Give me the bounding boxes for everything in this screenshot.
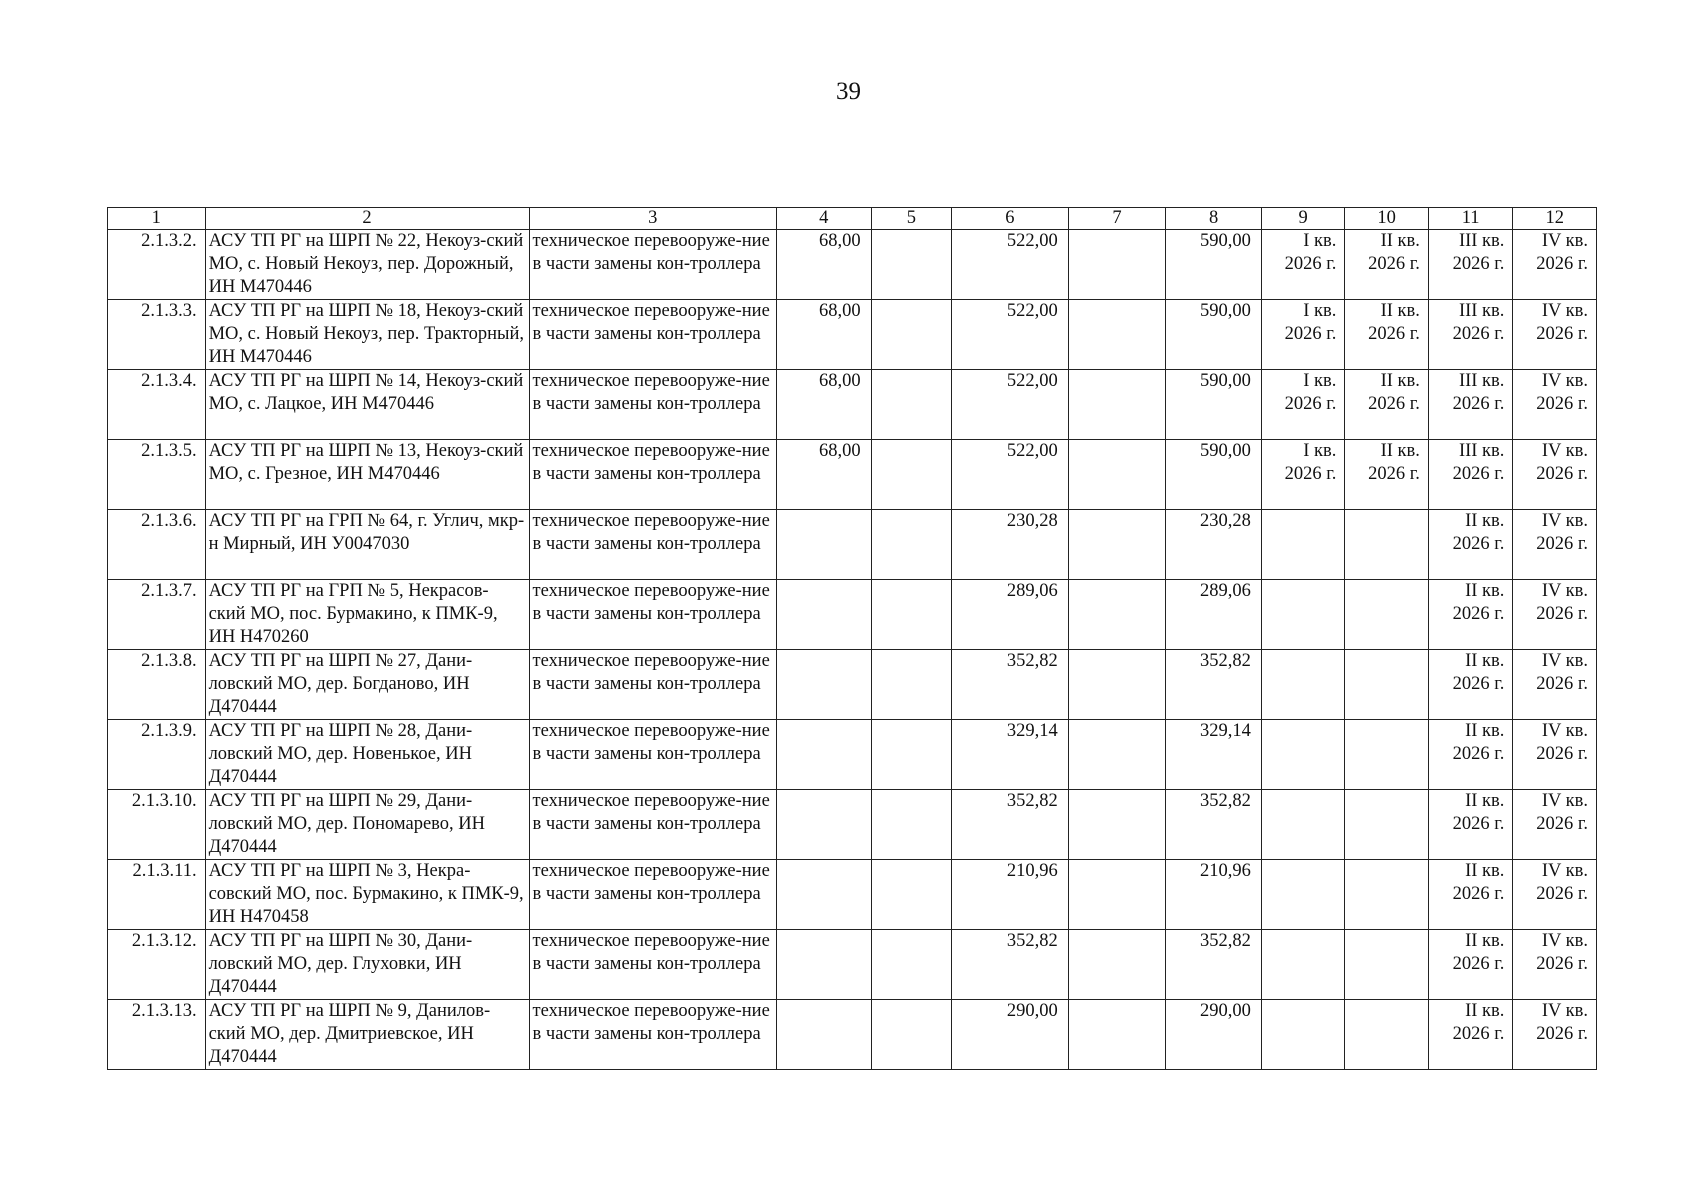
table-row [108,930,1597,1000]
work-type-cell: техническое перевооруже-ние в части замены кон-троллера [529,860,776,930]
quarter-cell [1345,580,1429,650]
quarter-cell: II кв. 2026 г. [1345,440,1429,510]
column-header: 1 [108,208,206,230]
page-number: 39 [836,78,861,105]
quarter-cell: III кв. 2026 г. [1428,300,1513,370]
table-row [108,440,1597,510]
value-cell [777,650,872,720]
table-row [108,580,1597,650]
quarter-cell: IV кв. 2026 г. [1513,860,1597,930]
object-name-cell: АСУ ТП РГ на ШРП № 28, Дани-ловский МО, дер. Новенькое, ИН Д470444 [205,720,529,790]
row-number-cell: 2.1.3.9. [108,720,206,790]
work-type-cell: техническое перевооруже-ние в части замены кон-троллера [529,510,776,580]
work-type-cell: техническое перевооруже-ние в части замены кон-троллера [529,300,776,370]
quarter-cell: III кв. 2026 г. [1428,440,1513,510]
value-cell: 68,00 [777,230,872,300]
quarter-cell: IV кв. 2026 г. [1513,790,1597,860]
value-cell: 590,00 [1166,440,1262,510]
value-cell: 352,82 [952,790,1069,860]
row-number-cell: 2.1.3.8. [108,650,206,720]
value-cell: 352,82 [952,650,1069,720]
value-cell [777,860,872,930]
object-name-cell: АСУ ТП РГ на ГРП № 64, г. Углич, мкр-н Мирный, ИН У0047030 [205,510,529,580]
value-cell [1068,930,1166,1000]
quarter-cell: II кв. 2026 г. [1428,790,1513,860]
value-cell [871,790,951,860]
row-number-cell: 2.1.3.11. [108,860,206,930]
quarter-cell: IV кв. 2026 г. [1513,720,1597,790]
value-cell [777,510,872,580]
object-name-cell: АСУ ТП РГ на ШРП № 27, Дани-ловский МО, дер. Богданово, ИН Д470444 [205,650,529,720]
quarter-cell [1345,930,1429,1000]
value-cell: 230,28 [1166,510,1262,580]
value-cell [777,580,872,650]
work-type-cell: техническое перевооруже-ние в части замены кон-троллера [529,720,776,790]
quarter-cell: II кв. 2026 г. [1428,650,1513,720]
column-header: 6 [952,208,1069,230]
row-number-cell: 2.1.3.12. [108,930,206,1000]
value-cell [777,720,872,790]
row-number-cell: 2.1.3.5. [108,440,206,510]
column-header: 9 [1261,208,1345,230]
object-name-cell: АСУ ТП РГ на ШРП № 3, Некра-совский МО, пос. Бурмакино, к ПМК-9, ИН Н470458 [205,860,529,930]
quarter-cell: IV кв. 2026 г. [1513,440,1597,510]
value-cell [1068,790,1166,860]
quarter-cell: II кв. 2026 г. [1345,370,1429,440]
value-cell: 352,82 [1166,930,1262,1000]
object-name-cell: АСУ ТП РГ на ГРП № 5, Некрасов-ский МО, пос. Бурмакино, к ПМК-9, ИН Н470260 [205,580,529,650]
value-cell: 590,00 [1166,370,1262,440]
value-cell: 289,06 [952,580,1069,650]
table-row [108,510,1597,580]
object-name-cell: АСУ ТП РГ на ШРП № 22, Некоуз-ский МО, с. Новый Некоуз, пер. Дорожный, ИН М470446 [205,230,529,300]
work-type-cell: техническое перевооруже-ние в части замены кон-троллера [529,650,776,720]
quarter-cell: III кв. 2026 г. [1428,370,1513,440]
column-header: 3 [529,208,776,230]
value-cell [871,930,951,1000]
quarter-cell [1345,790,1429,860]
quarter-cell: IV кв. 2026 г. [1513,510,1597,580]
column-header: 12 [1513,208,1597,230]
value-cell: 329,14 [952,720,1069,790]
column-header: 8 [1166,208,1262,230]
value-cell: 68,00 [777,370,872,440]
column-header: 7 [1068,208,1166,230]
value-cell: 290,00 [952,1000,1069,1070]
table-row [108,860,1597,930]
value-cell: 289,06 [1166,580,1262,650]
value-cell [777,1000,872,1070]
column-header: 5 [871,208,951,230]
schedule-table [107,207,1597,1070]
row-number-cell: 2.1.3.3. [108,300,206,370]
quarter-cell [1345,1000,1429,1070]
quarter-cell: IV кв. 2026 г. [1513,230,1597,300]
row-number-cell: 2.1.3.7. [108,580,206,650]
value-cell: 522,00 [952,370,1069,440]
value-cell: 230,28 [952,510,1069,580]
value-cell: 590,00 [1166,300,1262,370]
quarter-cell [1261,860,1345,930]
value-cell [1068,440,1166,510]
value-cell [871,720,951,790]
value-cell [871,370,951,440]
value-cell: 522,00 [952,300,1069,370]
quarter-cell: II кв. 2026 г. [1428,580,1513,650]
row-number-cell: 2.1.3.10. [108,790,206,860]
value-cell: 210,96 [952,860,1069,930]
quarter-cell: III кв. 2026 г. [1428,230,1513,300]
value-cell: 352,82 [1166,650,1262,720]
value-cell [871,230,951,300]
value-cell: 210,96 [1166,860,1262,930]
quarter-cell [1345,720,1429,790]
work-type-cell: техническое перевооруже-ние в части замены кон-троллера [529,580,776,650]
quarter-cell: IV кв. 2026 г. [1513,370,1597,440]
object-name-cell: АСУ ТП РГ на ШРП № 30, Дани-ловский МО, дер. Глуховки, ИН Д470444 [205,930,529,1000]
object-name-cell: АСУ ТП РГ на ШРП № 29, Дани-ловский МО, дер. Пономарево, ИН Д470444 [205,790,529,860]
quarter-cell: IV кв. 2026 г. [1513,650,1597,720]
quarter-cell [1261,720,1345,790]
value-cell [1068,860,1166,930]
quarter-cell: II кв. 2026 г. [1345,230,1429,300]
work-type-cell: техническое перевооруже-ние в части замены кон-троллера [529,230,776,300]
quarter-cell [1261,1000,1345,1070]
table-body [108,208,1597,1070]
value-cell [871,510,951,580]
column-number-row [108,208,1597,230]
value-cell [871,1000,951,1070]
work-type-cell: техническое перевооруже-ние в части замены кон-троллера [529,930,776,1000]
quarter-cell [1261,790,1345,860]
value-cell: 290,00 [1166,1000,1262,1070]
column-header: 4 [777,208,872,230]
quarter-cell [1345,650,1429,720]
value-cell: 352,82 [952,930,1069,1000]
table-row [108,1000,1597,1070]
quarter-cell [1261,580,1345,650]
object-name-cell: АСУ ТП РГ на ШРП № 9, Данилов-ский МО, дер. Дмитриевское, ИН Д470444 [205,1000,529,1070]
table-row [108,790,1597,860]
column-header: 2 [205,208,529,230]
value-cell [777,930,872,1000]
quarter-cell [1261,510,1345,580]
value-cell [871,440,951,510]
quarter-cell: I кв. 2026 г. [1261,230,1345,300]
row-number-cell: 2.1.3.13. [108,1000,206,1070]
value-cell [1068,230,1166,300]
value-cell [1068,300,1166,370]
value-cell: 522,00 [952,230,1069,300]
row-number-cell: 2.1.3.6. [108,510,206,580]
table-row [108,720,1597,790]
quarter-cell [1345,510,1429,580]
column-header: 10 [1345,208,1429,230]
quarter-cell: II кв. 2026 г. [1428,510,1513,580]
value-cell [1068,510,1166,580]
quarter-cell: IV кв. 2026 г. [1513,580,1597,650]
value-cell: 329,14 [1166,720,1262,790]
quarter-cell: I кв. 2026 г. [1261,300,1345,370]
object-name-cell: АСУ ТП РГ на ШРП № 13, Некоуз-ский МО, с. Грезное, ИН М470446 [205,440,529,510]
quarter-cell: II кв. 2026 г. [1345,300,1429,370]
table-row [108,370,1597,440]
quarter-cell: II кв. 2026 г. [1428,1000,1513,1070]
quarter-cell: IV кв. 2026 г. [1513,1000,1597,1070]
quarter-cell: I кв. 2026 г. [1261,370,1345,440]
value-cell [871,650,951,720]
work-type-cell: техническое перевооруже-ние в части замены кон-троллера [529,1000,776,1070]
value-cell [1068,580,1166,650]
quarter-cell: IV кв. 2026 г. [1513,300,1597,370]
work-type-cell: техническое перевооруже-ние в части замены кон-троллера [529,440,776,510]
object-name-cell: АСУ ТП РГ на ШРП № 18, Некоуз-ский МО, с. Новый Некоуз, пер. Тракторный, ИН М470446 [205,300,529,370]
work-type-cell: техническое перевооруже-ние в части замены кон-троллера [529,790,776,860]
table-row [108,230,1597,300]
quarter-cell: II кв. 2026 г. [1428,720,1513,790]
value-cell [777,790,872,860]
value-cell [1068,720,1166,790]
quarter-cell: II кв. 2026 г. [1428,930,1513,1000]
value-cell: 68,00 [777,300,872,370]
object-name-cell: АСУ ТП РГ на ШРП № 14, Некоуз-ский МО, с. Лацкое, ИН М470446 [205,370,529,440]
quarter-cell: I кв. 2026 г. [1261,440,1345,510]
value-cell: 522,00 [952,440,1069,510]
table-row [108,300,1597,370]
quarter-cell: IV кв. 2026 г. [1513,930,1597,1000]
value-cell: 590,00 [1166,230,1262,300]
column-header: 11 [1428,208,1513,230]
table-row [108,650,1597,720]
value-cell [871,300,951,370]
value-cell [1068,1000,1166,1070]
value-cell [1068,370,1166,440]
value-cell [871,860,951,930]
quarter-cell [1261,650,1345,720]
quarter-cell [1345,860,1429,930]
row-number-cell: 2.1.3.2. [108,230,206,300]
row-number-cell: 2.1.3.4. [108,370,206,440]
value-cell [871,580,951,650]
value-cell: 352,82 [1166,790,1262,860]
work-type-cell: техническое перевооруже-ние в части замены кон-троллера [529,370,776,440]
value-cell: 68,00 [777,440,872,510]
quarter-cell [1261,930,1345,1000]
quarter-cell: II кв. 2026 г. [1428,860,1513,930]
value-cell [1068,650,1166,720]
